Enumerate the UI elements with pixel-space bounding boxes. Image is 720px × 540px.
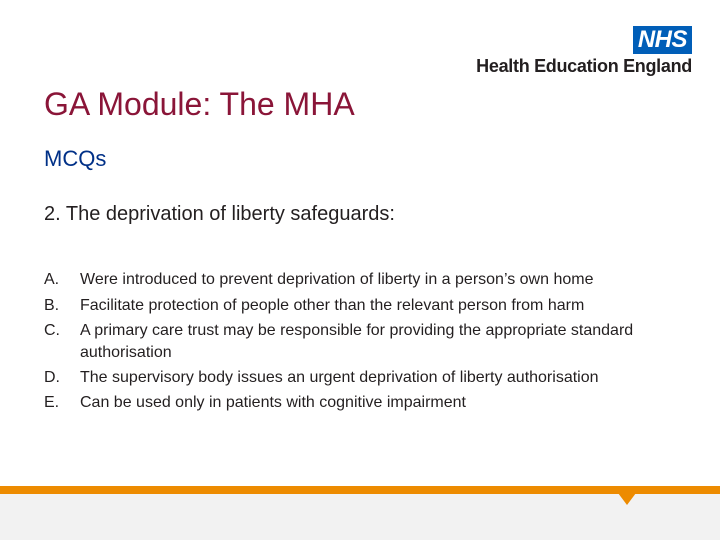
footer-accent-band bbox=[0, 486, 720, 494]
option-a bbox=[44, 268, 684, 292]
organisation-name: Health Education England bbox=[476, 56, 692, 76]
nhs-logo-badge: NHS bbox=[633, 26, 692, 54]
option-d bbox=[44, 366, 684, 390]
answer-options-list bbox=[44, 268, 684, 417]
option-e bbox=[44, 391, 684, 415]
option-text: The supervisory body issues an urgent deprivation of liberty authorisation bbox=[80, 368, 599, 386]
slide-subtitle: MCQs bbox=[44, 146, 107, 171]
option-text: Facilitate protection of people other than the relevant person from harm bbox=[80, 296, 585, 314]
option-letter: D. bbox=[44, 368, 60, 386]
option-letter: E. bbox=[44, 394, 60, 411]
option-c bbox=[44, 319, 684, 364]
option-text: A primary care trust may be responsible for providing the appropriate standard authorisation bbox=[80, 322, 634, 361]
question-text: 2. The deprivation of liberty safeguards: bbox=[44, 203, 395, 225]
option-letter: A. bbox=[44, 271, 60, 288]
option-text: Were introduced to prevent deprivation of liberty in a person’s own home bbox=[80, 271, 594, 288]
option-text: Can be used only in patients with cognitive impairment bbox=[80, 394, 466, 411]
option-letter: B. bbox=[44, 296, 60, 314]
footer-notch bbox=[618, 493, 636, 505]
slide-title: GA Module: The MHA bbox=[44, 86, 355, 122]
option-letter: C. bbox=[44, 322, 60, 339]
hee-logo bbox=[476, 26, 692, 77]
option-b bbox=[44, 294, 684, 318]
footer-area bbox=[0, 494, 720, 540]
